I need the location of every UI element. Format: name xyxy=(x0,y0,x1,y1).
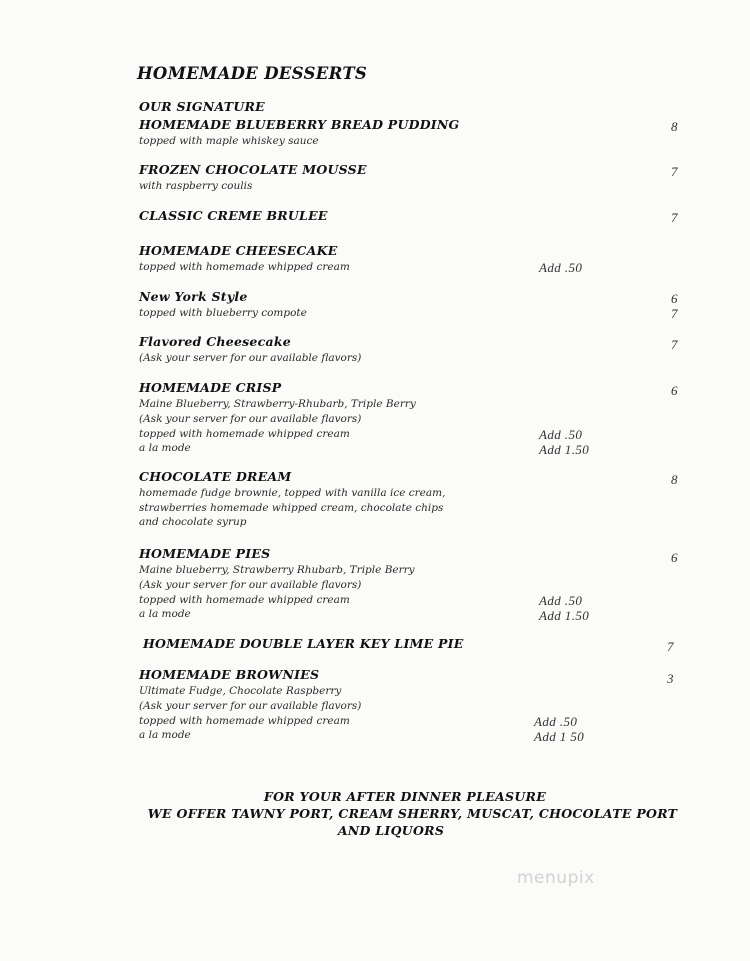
item-price-bread-pudding: 8 xyxy=(671,119,678,134)
signature-label: OUR SIGNATURE xyxy=(139,99,265,114)
item-addon-pies-1: Add .50 xyxy=(539,593,583,608)
item-price-chocolate-dream: 8 xyxy=(671,472,678,487)
item-desc-mousse: with raspberry coulis xyxy=(139,180,253,192)
item-price-flavored: 7 xyxy=(671,337,678,352)
item-name-new-york: New York Style xyxy=(139,289,248,304)
item-desc-chocolate-dream-3: and chocolate syrup xyxy=(139,516,247,528)
item-name-pies: HOMEMADE PIES xyxy=(139,546,271,561)
item-price-mousse: 7 xyxy=(671,164,678,179)
item-name-creme-brulee: CLASSIC CREME BRULEE xyxy=(139,208,328,223)
item-addon-pies-2: Add 1.50 xyxy=(539,608,590,623)
footer-line-3: AND LIQUORS xyxy=(337,823,445,838)
item-desc-pies-3: topped with homemade whipped cream xyxy=(139,594,350,606)
item-price-creme-brulee: 7 xyxy=(671,210,678,225)
page-title: HOMEMADE DESSERTS xyxy=(137,64,368,83)
item-desc-pies-2: (Ask your server for our available flavors) xyxy=(139,579,362,591)
item-name-key-lime: HOMEMADE DOUBLE LAYER KEY LIME PIE xyxy=(143,636,464,651)
item-desc-bread-pudding: topped with maple whiskey sauce xyxy=(139,135,319,147)
item-addon-brownies-2: Add 1 50 xyxy=(534,729,585,744)
item-name-bread-pudding: HOMEMADE BLUEBERRY BREAD PUDDING xyxy=(139,117,460,132)
watermark-logo: menupix xyxy=(517,868,595,888)
item-desc-crisp-3: topped with homemade whipped cream xyxy=(139,428,350,440)
item-price-pies: 6 xyxy=(671,550,678,565)
footer-line-2: WE OFFER TAWNY PORT, CREAM SHERRY, MUSCAT, CHOCOLATE PORT xyxy=(147,806,678,821)
item-desc-flavored: (Ask your server for our available flavors) xyxy=(139,352,362,364)
item-desc-pies-4: a la mode xyxy=(139,608,191,620)
item-desc-pies-1: Maine blueberry, Strawberry Rhubarb, Triple Berry xyxy=(139,564,415,576)
item-name-flavored: Flavored Cheesecake xyxy=(139,334,291,349)
item-name-cheesecake: HOMEMADE CHEESECAKE xyxy=(139,243,338,258)
item-desc-chocolate-dream-1: homemade fudge brownie, topped with vanilla ice cream, xyxy=(139,487,446,499)
item-desc-crisp-1: Maine Blueberry, Strawberry-Rhubarb, Triple Berry xyxy=(139,398,416,410)
item-desc-crisp-4: a la mode xyxy=(139,442,191,454)
footer-line-1: FOR YOUR AFTER DINNER PLEASURE xyxy=(263,789,547,804)
item-desc-chocolate-dream-2: strawberries homemade whipped cream, chocolate chips xyxy=(139,502,444,514)
item-addon-crisp-2: Add 1.50 xyxy=(539,442,590,457)
item-name-mousse: FROZEN CHOCOLATE MOUSSE xyxy=(139,162,367,177)
item-name-crisp: HOMEMADE CRISP xyxy=(139,380,282,395)
item-price-crisp: 6 xyxy=(671,383,678,398)
item-addon-crisp-1: Add .50 xyxy=(539,427,583,442)
item-addon-brownies-1: Add .50 xyxy=(534,714,578,729)
item-desc-brownies-2: (Ask your server for our available flavors) xyxy=(139,700,362,712)
item-price-new-york-2: 7 xyxy=(671,306,678,321)
item-desc-cheesecake: topped with homemade whipped cream xyxy=(139,261,350,273)
item-desc-brownies-1: Ultimate Fudge, Chocolate Raspberry xyxy=(139,685,342,697)
item-name-brownies: HOMEMADE BROWNIES xyxy=(139,667,320,682)
item-price-new-york: 6 xyxy=(671,291,678,306)
item-name-chocolate-dream: CHOCOLATE DREAM xyxy=(139,469,292,484)
item-desc-brownies-4: a la mode xyxy=(139,729,191,741)
item-price-brownies: 3 xyxy=(667,671,674,686)
item-addon-cheesecake: Add .50 xyxy=(539,260,583,275)
item-desc-crisp-2: (Ask your server for our available flavors) xyxy=(139,413,362,425)
item-price-key-lime: 7 xyxy=(667,639,674,654)
item-desc-new-york: topped with blueberry compote xyxy=(139,307,307,319)
item-desc-brownies-3: topped with homemade whipped cream xyxy=(139,715,350,727)
